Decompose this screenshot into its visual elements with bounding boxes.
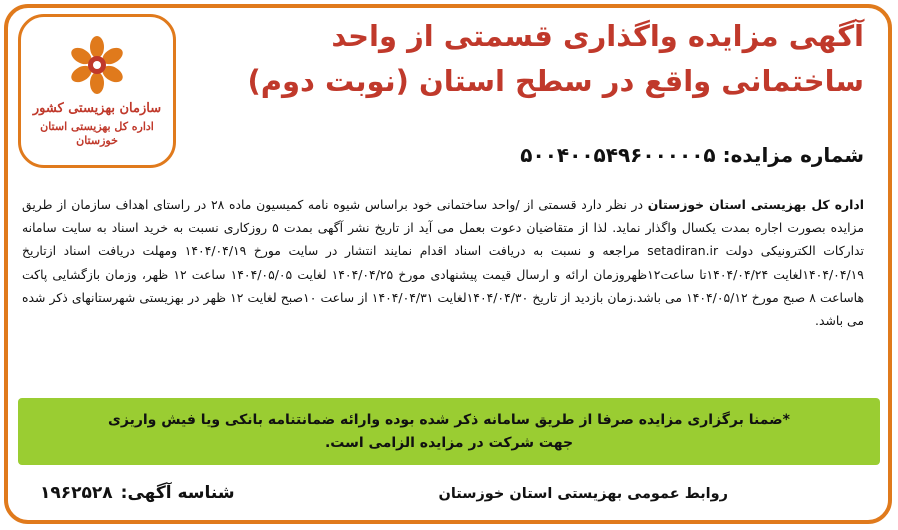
title-line-2: ساختمانی واقع در سطح استان (نوبت دوم) (247, 63, 864, 98)
notice-line-1: *ضمنا برگزاری مزایده صرفا از طریق سامانه ذکر شده بوده وارائه ضمانتنامه بانکی ویا فیش واریزی (108, 411, 790, 428)
logo-org-name: سازمان بهزیستی کشور (32, 101, 162, 116)
auction-number (224, 143, 864, 167)
logo-dept-name: اداره کل بهزیستی استان خوزستان (40, 120, 154, 148)
ad-id-label: شناسه آگهی: (120, 483, 235, 503)
announcement-body (22, 193, 864, 332)
title-line-1: آگهی مزایده واگذاری قسمتی از واحد (331, 19, 864, 53)
org-name: اداره کل بهزیستی استان خوزستان (647, 197, 864, 212)
notice-line-2: جهت شرکت در مزایده الزامی است. (324, 434, 574, 451)
footer-public-relations: روابط عمومی بهزیستی استان خوزستان (438, 486, 728, 502)
logo (18, 14, 176, 168)
announcement-text: در نظر دارد قسمتی از /واحد ساختمانی خود براساس شیوه نامه کمیسیون ماده ۲۸ در راستای اهداف سازمان از طریق مزایده بصورت اجاره بمدت یکسال واگذار نماید. لذا از متقاضیان دعوت بعمل می آید از تاریخ نشر آگهی بمدت ۵ روزکاری نسبت به خرید اسناد به سایت سامانه تدارکات الکترونیکی دولت setadiran.ir مراجعه و نسبت به دریافت اسناد اقدام نمایند انتشار در سایت مورخ ۱۴۰۴/۰۴/۱۹ ومهلت دریافت اسناد ازتاریخ ۱۴۰۴/۰۴/۱۹لغایت ۱۴۰۴/۰۴/۲۴تا ساعت۱۲ظهروزمان ارائه و ارسال قیمت پیشنهادی مورخ ۱۴۰۴/۰۴/۲۵ لغایت ۱۴۰۴/۰۵/۰۵ ساعت ۱۲ ظهر، وزمان بازگشایی پاکت هاساعت ۸ صبح مورخ ۱۴۰۴/۰۵/۱۲ می باشد.زمان بازدید از تاریخ ۱۴۰۴/۰۴/۳۰لغایت ۱۴۰۴/۰۴/۳۱ از ساعت ۱۰صبح لغایت ۱۲ ظهر در بهزیستی شهرستانهای ذکر شده می باشد. (22, 197, 864, 329)
page-title (224, 14, 864, 104)
auction-number-value: ۵۰۰۴۰۰۵۴۹۶۰۰۰۰۰۵ (520, 143, 716, 167)
welfare-flower-icon (65, 33, 129, 97)
ad-id-value: ۱۹۶۲۵۲۸ (40, 483, 113, 503)
auction-number-label: شماره مزایده: (722, 143, 864, 167)
footer-ad-id (40, 483, 235, 503)
notice-banner (18, 398, 880, 465)
